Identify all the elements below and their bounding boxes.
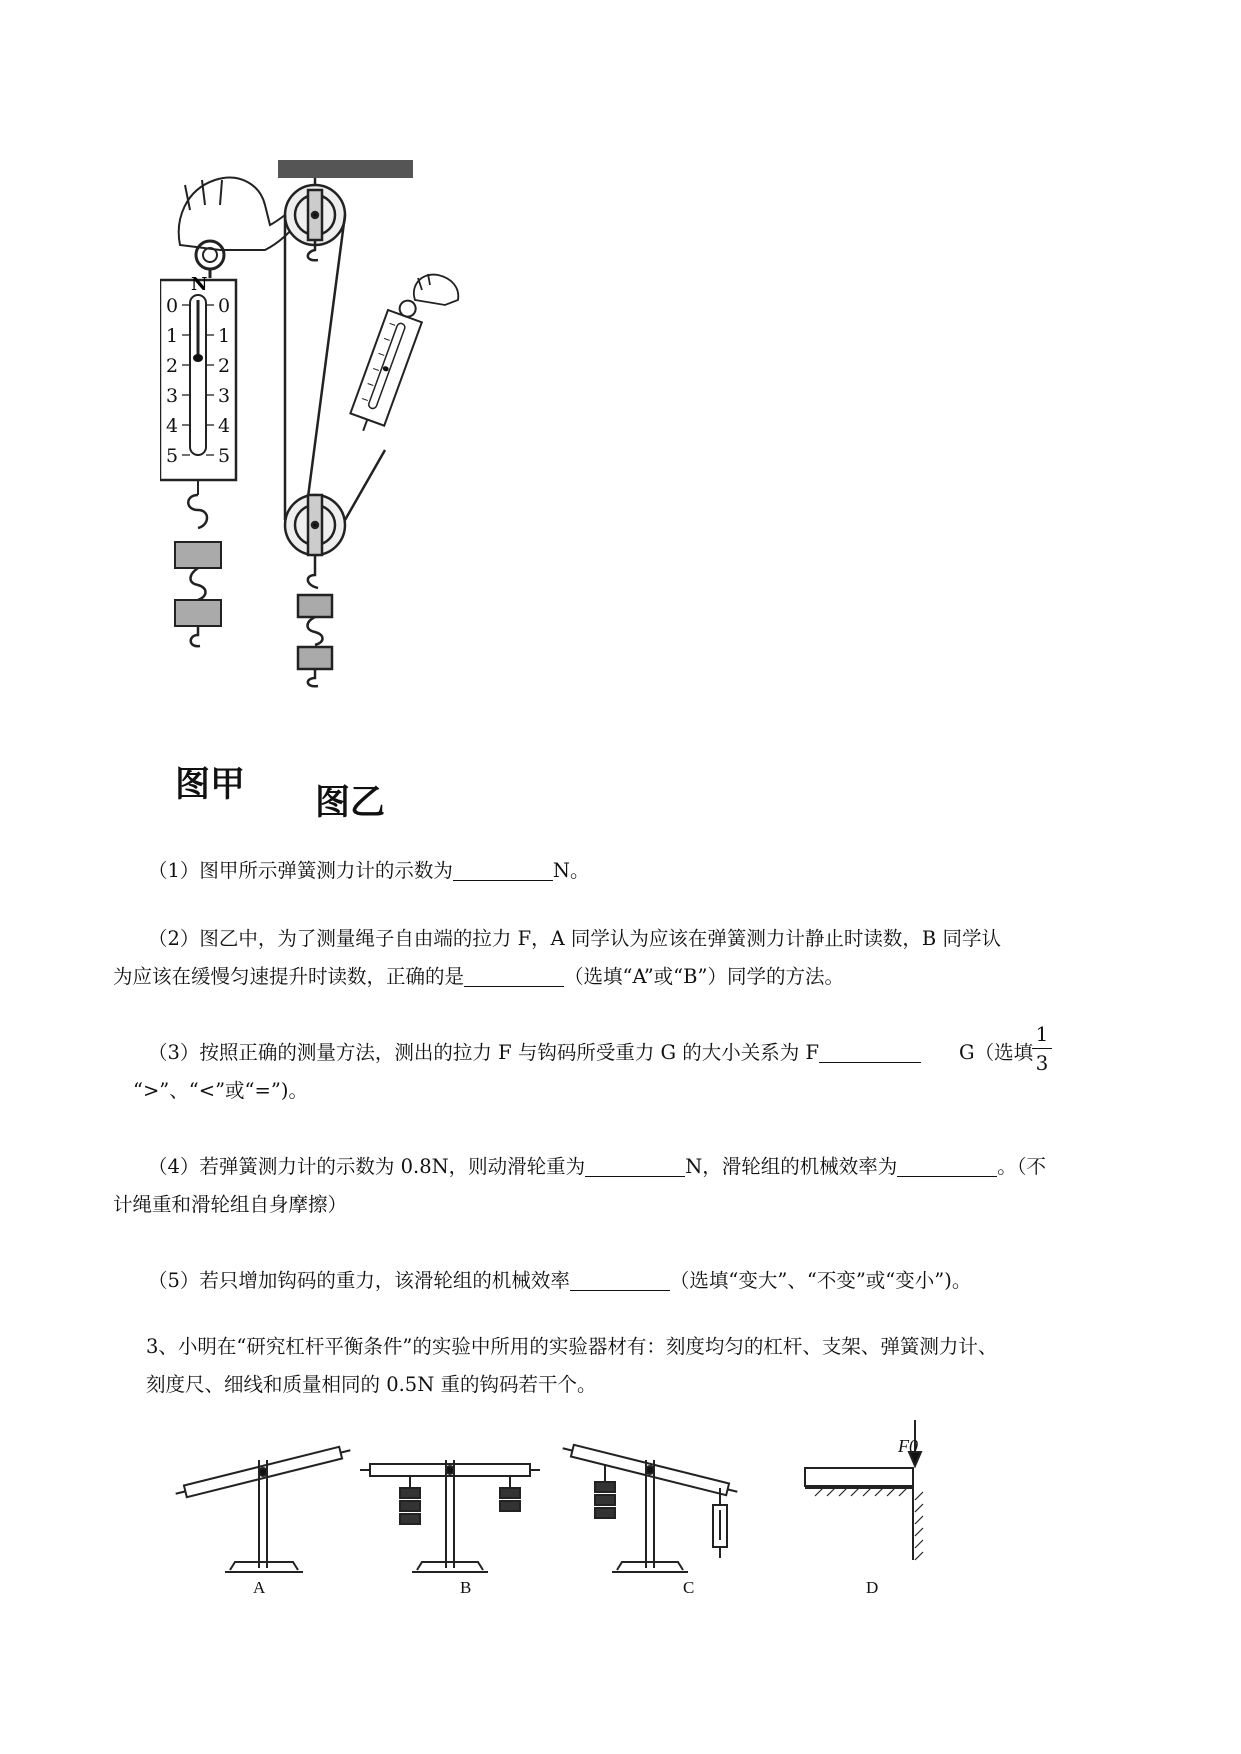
fraction-denominator: 3 <box>1035 1051 1049 1075</box>
hand-right-icon <box>414 274 458 305</box>
question-3 <box>133 1034 1148 1110</box>
q4-text-a: （4）若弹簧测力计的示数为 0.8N，则动滑轮重为 <box>148 1155 586 1178</box>
label-c: C <box>683 1578 695 1597</box>
scale-tick-label-left: 1 <box>166 325 179 347</box>
scale-tick-label-right: 4 <box>218 415 231 437</box>
label-d: D <box>866 1578 879 1597</box>
label-a: A <box>253 1578 266 1597</box>
caption-figure-jia: 图甲 <box>175 765 246 805</box>
lever-b <box>360 1460 540 1572</box>
scale-tick-label-left: 5 <box>166 445 179 467</box>
problem3-line1: 3、小明在“研究杠杆平衡条件”的实验中所用的实验器材有：刻度均匀的杠杆、支架、弹簧测力计、 <box>146 1335 998 1358</box>
caption-figure-yi: 图乙 <box>315 783 386 823</box>
q1-text-b: N。 <box>552 859 590 882</box>
force-label-f0: F0 <box>898 1436 918 1456</box>
label-b: B <box>460 1578 472 1597</box>
fraction-numerator: 1 <box>1035 1022 1049 1046</box>
q4-blank-2[interactable] <box>897 1154 997 1177</box>
q2-text-b: （选填“A”或“B”）同学的方法。 <box>564 965 844 988</box>
fraction-one-third <box>1032 1022 1052 1075</box>
q1-text-a: （1）图甲所示弹簧测力计的示数为 <box>148 859 453 882</box>
problem3-line2: 刻度尺、细线和质量相同的 0.5N 重的钩码若干个。 <box>146 1373 597 1396</box>
question-1 <box>148 852 1148 890</box>
scale-tick-label-right: 2 <box>218 355 231 377</box>
q3-blank[interactable] <box>819 1040 921 1063</box>
q2-text-a: 为应该在缓慢匀速提升时读数，正确的是 <box>113 965 465 988</box>
scale-tick-label-right: 1 <box>218 325 231 347</box>
ceiling-hatch <box>278 160 413 178</box>
q5-text-b: （选填“变大”、“不变”或“变小”)。 <box>669 1269 972 1292</box>
scale-tick-label-left: 2 <box>166 355 179 377</box>
q2-blank[interactable] <box>464 964 564 987</box>
scale-tick-label-right: 0 <box>218 295 231 317</box>
scale-tick-label-right: 3 <box>218 385 231 407</box>
scale-tick-label-left: 4 <box>166 415 179 437</box>
scale-tick-label-left: 0 <box>166 295 179 317</box>
lever-a <box>175 1444 352 1572</box>
question-2 <box>113 920 1148 996</box>
q3-line2: “>”、“<”或“=”)。 <box>133 1079 308 1102</box>
q1-blank[interactable] <box>453 858 553 881</box>
scale-tick-label-left: 3 <box>166 385 179 407</box>
q5-blank[interactable] <box>570 1268 670 1291</box>
weights-left <box>175 542 221 646</box>
spring-scale-right <box>346 295 427 437</box>
q3-text-b: G（选填 <box>959 1041 1034 1064</box>
lever-figures <box>175 1420 975 1590</box>
q4-text-b: N，滑轮组的机械效率为 <box>685 1155 898 1178</box>
scale-tick-label-right: 5 <box>218 445 231 467</box>
q2-line1: （2）图乙中，为了测量绳子自由端的拉力 F，A 同学认为应该在弹簧测力计静止时读数，B 同学认 <box>148 927 1001 950</box>
question-4 <box>113 1148 1148 1224</box>
q4-text-c: 。（不 <box>997 1155 1047 1178</box>
question-5 <box>148 1262 1148 1300</box>
top-figure <box>160 150 520 810</box>
q4-blank-1[interactable] <box>585 1154 685 1177</box>
pulley-system <box>285 178 385 686</box>
lever-c <box>561 1442 739 1572</box>
q4-line2: 计绳重和滑轮组自身摩擦） <box>113 1193 348 1216</box>
q3-text-a: （3）按照正确的测量方法，测出的拉力 F 与钩码所受重力 G 的大小关系为 F <box>148 1041 820 1064</box>
q5-text-a: （5）若只增加钩码的重力，该滑轮组的机械效率 <box>148 1269 570 1292</box>
scale-unit-label: N <box>191 274 208 295</box>
problem-3 <box>146 1328 1146 1404</box>
